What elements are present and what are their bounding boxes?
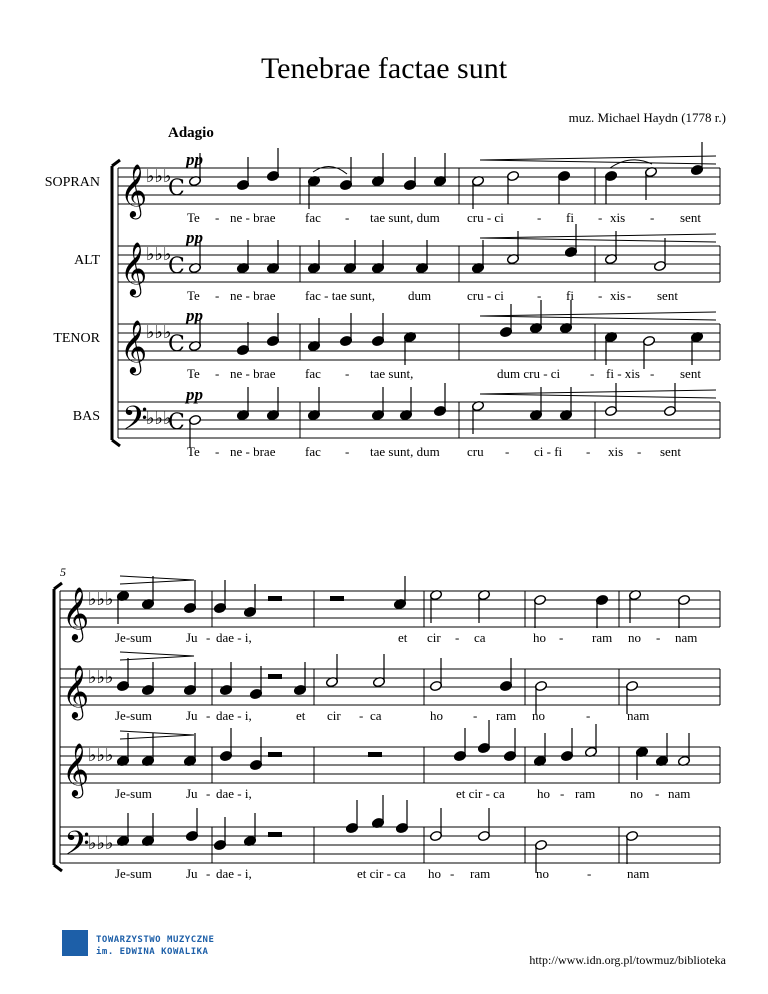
- lyric-syllable: ne - brae: [230, 288, 276, 303]
- dynamic-sopran: pp: [186, 150, 203, 169]
- dynamic-tenor: pp: [186, 306, 203, 325]
- lyric-syllable: ca: [474, 630, 486, 645]
- common-time-icon: C: [168, 410, 185, 435]
- lyric-syllable: ne - brae: [230, 210, 276, 225]
- lyric-syllable: -: [345, 210, 350, 225]
- lyric-syllable: sent: [660, 444, 681, 459]
- lyric-syllable: sent: [657, 288, 678, 303]
- lyric-syllable: cru: [467, 444, 484, 459]
- lyric-syllable: no: [532, 708, 545, 723]
- lyric-syllable: sent: [680, 366, 701, 381]
- lyric-syllable: -: [586, 708, 591, 723]
- lyric-syllable: tae sunt, dum: [370, 210, 440, 225]
- voice-label-tenor: TENOR: [53, 331, 100, 346]
- lyric-syllable: -: [505, 444, 510, 459]
- key-signature-flats: ♭♭♭: [146, 244, 172, 265]
- lyric-syllable: -: [586, 444, 591, 459]
- lyric-syllable: -: [559, 630, 564, 645]
- lyric-syllable: -: [656, 630, 661, 645]
- lyric-syllable: Je-sum: [115, 866, 152, 881]
- lyric-syllable: xis: [608, 444, 624, 459]
- treble-clef-icon: 𝄞: [62, 664, 90, 718]
- lyric-syllable: dum cru - ci: [497, 366, 561, 381]
- lyric-syllable: Te: [187, 444, 200, 459]
- decrescendo-hairpin: [120, 731, 194, 735]
- publisher-logo-icon: [62, 930, 88, 956]
- lyric-syllable: -: [627, 288, 632, 303]
- crescendo-hairpin: [480, 394, 716, 398]
- crescendo-hairpin: [480, 234, 716, 238]
- voice-label-alt: ALT: [74, 253, 100, 268]
- lyric-syllable: -: [215, 366, 220, 381]
- voice-label-bas: BAS: [72, 409, 100, 424]
- lyric-syllable: fi: [566, 288, 574, 303]
- lyric-syllable: ne - brae: [230, 444, 276, 459]
- lyric-syllable: -: [650, 366, 655, 381]
- lyric-syllable: -: [473, 708, 478, 723]
- common-time-icon: C: [168, 176, 185, 201]
- lyric-syllable: -: [206, 708, 211, 723]
- lyric-syllable: -: [215, 288, 220, 303]
- lyric-syllable: xis: [610, 210, 626, 225]
- bass-clef-icon: 𝄢: [64, 825, 90, 871]
- treble-clef-icon: 𝄞: [120, 241, 148, 295]
- dynamic-alt: pp: [186, 228, 203, 247]
- key-signature-flats: ♭♭♭: [146, 166, 172, 187]
- lyric-syllable: no: [536, 866, 549, 881]
- voice-label-sopran: SOPRAN: [44, 175, 100, 190]
- crescendo-hairpin: [480, 312, 716, 316]
- lyric-syllable: cir: [327, 708, 341, 723]
- page-title: Tenebrae factae sunt: [260, 52, 508, 85]
- lyric-syllable: -: [537, 288, 542, 303]
- lyric-syllable: -: [206, 786, 211, 801]
- lyric-syllable: no: [630, 786, 643, 801]
- treble-clef-icon: 𝄞: [62, 586, 90, 640]
- lyric-syllable: et: [398, 630, 408, 645]
- lyric-syllable: -: [587, 866, 592, 881]
- lyric-syllable: cir: [427, 630, 441, 645]
- lyric-syllable: -: [537, 210, 542, 225]
- lyric-syllable: fac: [305, 210, 321, 225]
- lyric-syllable: nam: [675, 630, 698, 645]
- half-rest: [268, 752, 282, 757]
- lyric-syllable: cru - ci: [467, 210, 504, 225]
- lyric-syllable: ne - brae: [230, 366, 276, 381]
- lyric-syllable: sent: [680, 210, 701, 225]
- lyric-syllable: nam: [668, 786, 691, 801]
- crescendo-hairpin: [480, 390, 716, 394]
- key-signature-flats: ♭♭♭: [146, 408, 172, 429]
- lyric-syllable: ho: [428, 866, 441, 881]
- lyric-syllable: -: [450, 866, 455, 881]
- system-bracket: [112, 160, 120, 446]
- crescendo-hairpin: [480, 160, 716, 164]
- lyric-syllable: -: [359, 708, 364, 723]
- treble-clef-icon: 𝄞: [62, 742, 90, 796]
- lyric-syllable: et cir - ca: [456, 786, 505, 801]
- lyric-syllable: -: [598, 288, 603, 303]
- crescendo-hairpin: [480, 316, 716, 320]
- lyric-syllable: nam: [627, 866, 650, 881]
- lyric-syllable: -: [206, 866, 211, 881]
- lyric-syllable: fac: [305, 444, 321, 459]
- lyric-syllable: fi: [566, 210, 574, 225]
- lyric-syllable: Ju: [186, 708, 198, 723]
- lyric-syllable: dum: [408, 288, 432, 303]
- lyric-syllable: ram: [496, 708, 517, 723]
- lyric-syllable: -: [560, 786, 565, 801]
- lyric-syllable: fi - xis: [606, 366, 640, 381]
- half-rest: [268, 596, 282, 601]
- lyric-syllable: -: [345, 444, 350, 459]
- decrescendo-hairpin: [120, 580, 194, 584]
- system-bracket: [54, 583, 62, 871]
- crescendo-hairpin: [480, 156, 716, 160]
- decrescendo-hairpin: [120, 656, 194, 660]
- lyric-syllable: -: [655, 786, 660, 801]
- key-signature-flats: ♭♭♭: [88, 833, 114, 854]
- treble-clef-icon: 𝄞: [120, 319, 148, 373]
- decrescendo-hairpin: [120, 652, 194, 656]
- decrescendo-hairpin: [120, 576, 194, 580]
- tempo-marking: Adagio: [168, 125, 214, 141]
- half-rest: [268, 832, 282, 837]
- lyric-syllable: fac - tae sunt,: [305, 288, 376, 303]
- lyric-syllable: -: [215, 210, 220, 225]
- lyric-syllable: ram: [575, 786, 596, 801]
- lyric-syllable: no: [628, 630, 641, 645]
- lyric-syllable: fac: [305, 366, 321, 381]
- bass-clef-icon: 𝄢: [122, 400, 148, 446]
- lyric-syllable: dae - i,: [216, 786, 252, 801]
- lyric-syllable: -: [598, 210, 603, 225]
- composer-credit: muz. Michael Haydn (1778 r.): [568, 110, 726, 125]
- half-rest: [368, 752, 382, 757]
- lyric-syllable: Je-sum: [115, 630, 152, 645]
- lyric-syllable: -: [650, 210, 655, 225]
- lyric-syllable: nam: [627, 708, 650, 723]
- lyric-syllable: -: [206, 630, 211, 645]
- lyric-syllable: xis: [610, 288, 626, 303]
- lyric-syllable: Je-sum: [115, 708, 152, 723]
- lyric-syllable: -: [215, 444, 220, 459]
- lyric-syllable: dae - i,: [216, 866, 252, 881]
- lyric-syllable: ho: [430, 708, 443, 723]
- publisher-name: TOWARZYSTWO MUZYCZNE: [96, 935, 215, 945]
- tie-slur: [610, 160, 652, 168]
- half-rest: [330, 596, 344, 601]
- lyric-syllable: tae sunt, dum: [370, 444, 440, 459]
- treble-clef-icon: 𝄞: [120, 163, 148, 217]
- lyric-syllable: Je-sum: [115, 786, 152, 801]
- lyric-syllable: ram: [592, 630, 613, 645]
- decrescendo-hairpin: [120, 735, 194, 739]
- common-time-icon: C: [168, 332, 185, 357]
- lyric-syllable: ho: [537, 786, 550, 801]
- lyric-syllable: -: [345, 366, 350, 381]
- lyric-syllable: -: [455, 630, 460, 645]
- lyric-syllable: ci - fi: [534, 444, 563, 459]
- crescendo-hairpin: [480, 238, 716, 242]
- key-signature-flats: ♭♭♭: [88, 589, 114, 610]
- lyric-syllable: Ju: [186, 866, 198, 881]
- lyric-syllable: Ju: [186, 786, 198, 801]
- key-signature-flats: ♭♭♭: [88, 745, 114, 766]
- lyric-syllable: tae sunt,: [370, 366, 414, 381]
- lyric-syllable: ram: [470, 866, 491, 881]
- lyric-syllable: dae - i,: [216, 630, 252, 645]
- lyric-syllable: ho: [533, 630, 546, 645]
- key-signature-flats: ♭♭♭: [88, 667, 114, 688]
- lyric-syllable: et cir - ca: [357, 866, 406, 881]
- lyric-syllable: ca: [370, 708, 382, 723]
- lyric-syllable: Ju: [186, 630, 198, 645]
- lyric-syllable: Te: [187, 210, 200, 225]
- common-time-icon: C: [168, 254, 185, 279]
- lyric-syllable: et: [296, 708, 306, 723]
- lyric-syllable: dae - i,: [216, 708, 252, 723]
- lyric-syllable: cru - ci: [467, 288, 504, 303]
- key-signature-flats: ♭♭♭: [146, 322, 172, 343]
- publisher-patron: im. EDWINA KOWALIKA: [96, 947, 209, 957]
- lyric-syllable: Te: [187, 288, 200, 303]
- measure-number: 5: [60, 565, 66, 579]
- lyric-syllable: -: [590, 366, 595, 381]
- publisher-url[interactable]: http://www.idn.org.pl/towmuz/biblioteka: [529, 953, 726, 967]
- dynamic-bas: pp: [186, 385, 203, 404]
- half-rest: [268, 674, 282, 679]
- lyric-syllable: Te: [187, 366, 200, 381]
- lyric-syllable: -: [637, 444, 642, 459]
